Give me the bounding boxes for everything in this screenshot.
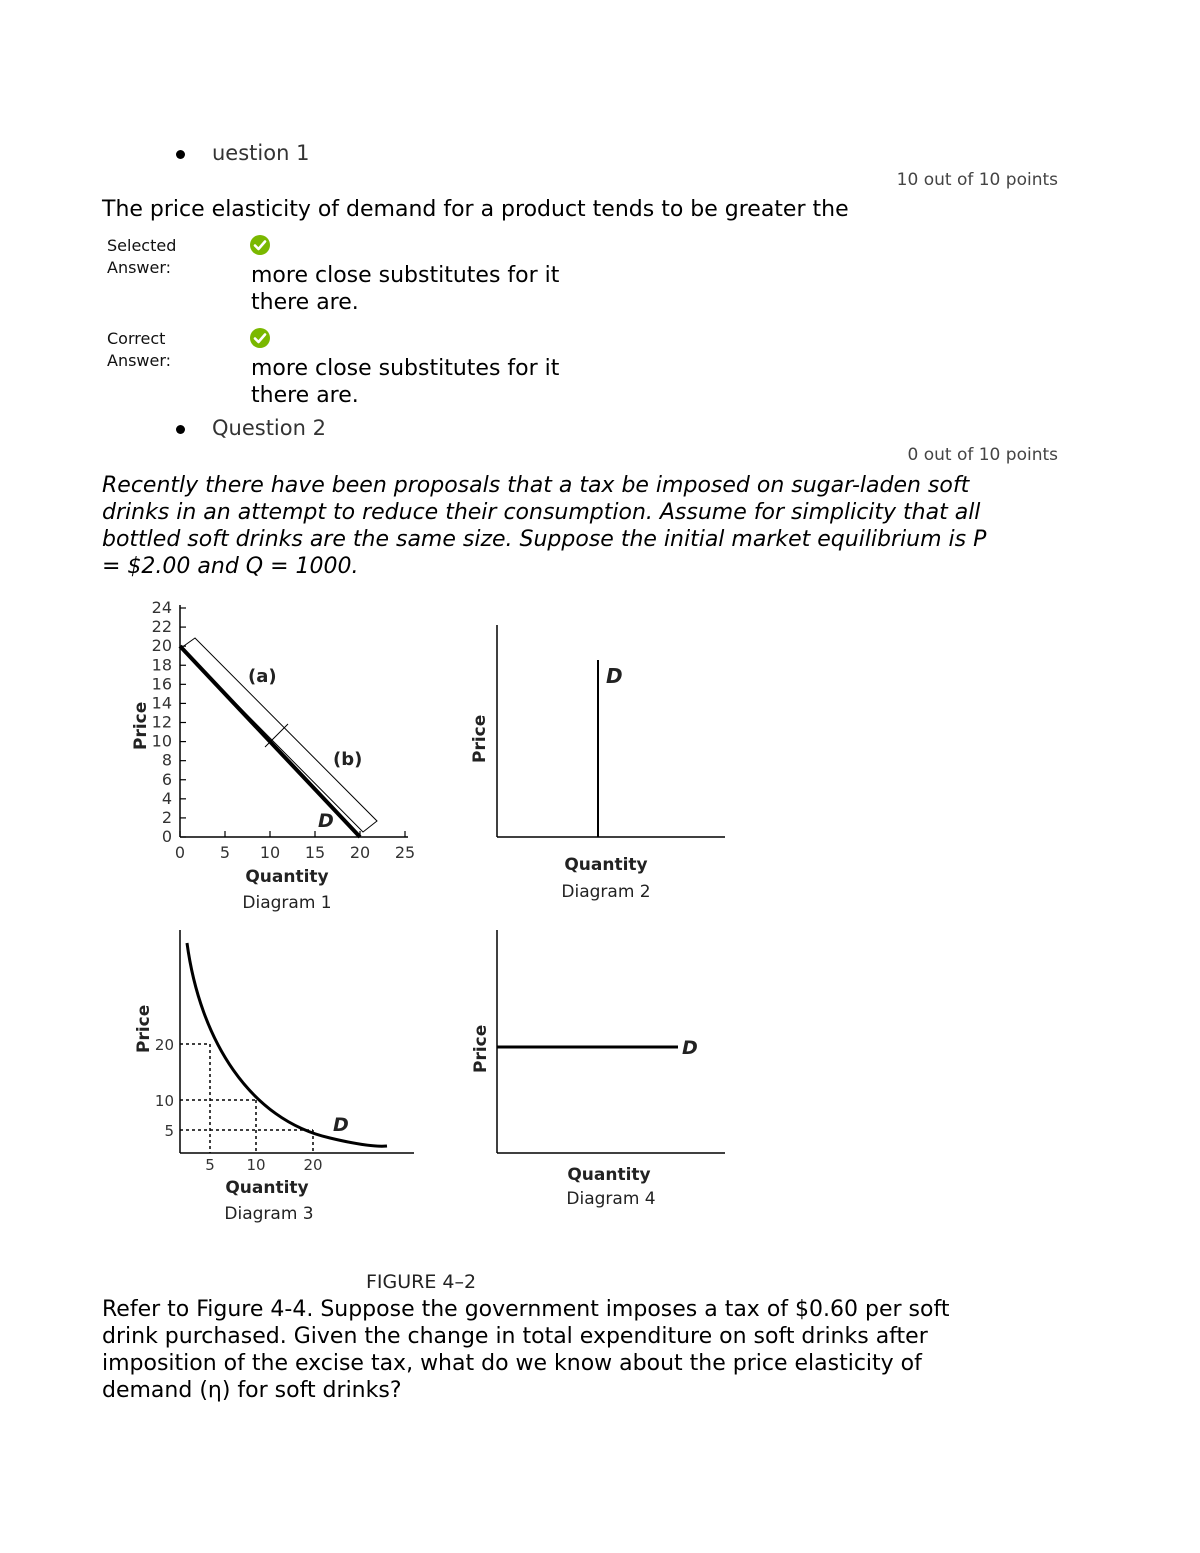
- question-2-followup: Refer to Figure 4-4. Suppose the government imposes a tax of $0.60 per soft drink purchased. Given the change in total expenditure on soft drinks after imposition of the excise tax, what do we know about the price elasticity of demand (η) for soft drinks?: [102, 1297, 950, 1403]
- diagram1-segment-divider: [265, 724, 288, 747]
- diagram1-xlabel: Quantity: [245, 867, 329, 887]
- check-icon: [250, 328, 270, 348]
- diagram1-ytick-label: 16: [151, 674, 172, 694]
- diagram1-label-a: (a): [248, 666, 277, 687]
- diagram1-ytick-label: 12: [151, 712, 172, 732]
- diagram2-xlabel: Quantity: [564, 855, 648, 875]
- question-1-points: 10 out of 10 points: [896, 170, 1058, 190]
- diagram1-ytick-label: 10: [151, 731, 172, 751]
- diagram1-label-b: (b): [333, 749, 363, 770]
- diagram1-ytick-label: 20: [151, 636, 172, 656]
- correct-answer-text: more close substitutes for it there are.: [251, 356, 560, 408]
- correct-answer-label: Correct Answer:: [107, 329, 172, 370]
- diagram4-xlabel: Quantity: [567, 1165, 651, 1185]
- diagram3-xlabel: Quantity: [225, 1178, 309, 1198]
- diagram4-ylabel: Price: [471, 1024, 491, 1073]
- question-1-text: The price elasticity of demand for a product tends to be greater the: [102, 197, 849, 222]
- diagram3-xtick: 10: [246, 1156, 266, 1174]
- diagram1-demand-label: D: [318, 810, 334, 832]
- diagram1-ytick-label: 14: [151, 693, 172, 713]
- diagram2-demand-label: D: [606, 664, 623, 688]
- diagram4-demand-label: D: [682, 1037, 698, 1059]
- diagram3-ylabel: Price: [134, 1004, 154, 1053]
- diagram1-ytick-label: 6: [161, 769, 172, 789]
- selected-answer-label: Selected Answer:: [107, 236, 177, 277]
- diagram1-xtick-label: 20: [349, 843, 371, 862]
- diagram3-xtick: 20: [303, 1156, 323, 1174]
- diagram1-segment-box: [181, 638, 377, 832]
- diagram1-xtick-label: 15: [304, 843, 326, 862]
- diagram1-ytick-label: 24: [151, 598, 172, 617]
- diagram1-ytick-label: 2: [161, 807, 172, 827]
- diagram3-ytick: 20: [154, 1036, 174, 1054]
- question-2-text: Recently there have been proposals that a tax be imposed on sugar-laden soft drinks in an attempt to reduce their consumption. Assume for simplicity that all bottled soft drinks are the same size. Suppose the initial market equilibrium is P = $2.00 and Q = 1000.: [102, 473, 987, 579]
- figure-4-2: [0, 595, 800, 1295]
- diagram1-ytick-label: 8: [161, 750, 172, 770]
- diagram1-xtick-label: 10: [259, 843, 281, 862]
- bullet: [176, 150, 185, 159]
- diagram3-xtick: 5: [205, 1156, 215, 1174]
- diagram1-ytick-label: 0: [161, 827, 172, 846]
- question-2-points: 0 out of 10 points: [907, 445, 1058, 465]
- diagram3-demand-label: D: [333, 1114, 349, 1136]
- bullet: [176, 425, 185, 434]
- diagram3-title: Diagram 3: [224, 1204, 314, 1224]
- diagram1-ytick-label: 18: [151, 655, 172, 675]
- diagram4-title: Diagram 4: [566, 1189, 656, 1209]
- diagram3-demand-curve: [187, 943, 387, 1146]
- figure-caption: FIGURE 4–2: [365, 1271, 477, 1293]
- question-1-title: uestion 1: [212, 141, 310, 165]
- diagram1-ylabel: Price: [131, 701, 151, 750]
- diagram1-title: Diagram 1: [242, 893, 332, 913]
- diagram1-ytick-label: 22: [151, 617, 172, 637]
- diagram1-xtick-label: 0: [174, 843, 186, 862]
- check-icon: [250, 235, 270, 255]
- diagram2-ylabel: Price: [470, 714, 490, 763]
- diagram1-xtick-label: 25: [394, 843, 416, 862]
- diagram3-ytick: 10: [154, 1092, 174, 1110]
- question-2-title: Question 2: [212, 416, 326, 440]
- diagram3-ytick: 5: [164, 1122, 174, 1140]
- selected-answer-text: more close substitutes for it there are.: [251, 263, 560, 315]
- diagram2-title: Diagram 2: [561, 882, 651, 902]
- diagram1-xtick-label: 5: [219, 843, 231, 862]
- diagram1-ytick-label: 4: [161, 788, 172, 808]
